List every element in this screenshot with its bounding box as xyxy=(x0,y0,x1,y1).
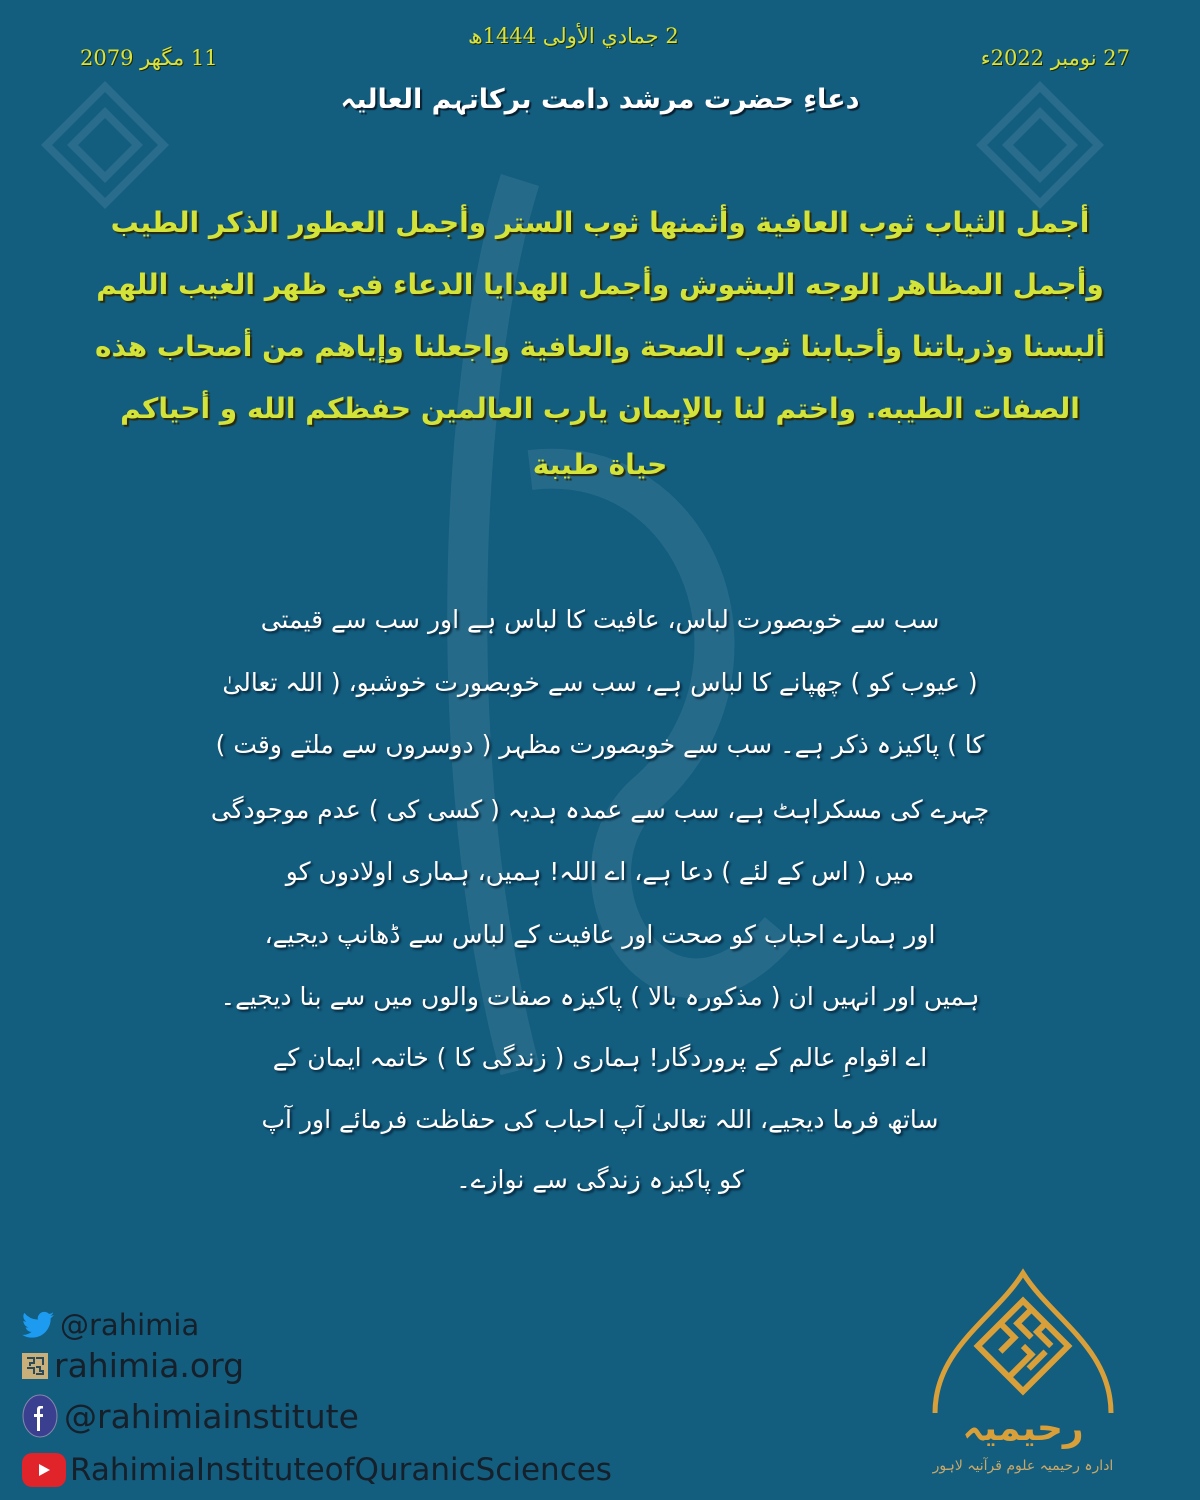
urdu-line: سب سے خوبصورت لباس، عافیت کا لباس ہے اور سب سے قیمتی xyxy=(260,605,940,634)
youtube-icon xyxy=(22,1453,66,1487)
facebook-link[interactable] xyxy=(22,1394,359,1438)
bikrami-date: 11 مگھر 2079 xyxy=(80,46,218,70)
website-url: rahimia.org xyxy=(54,1346,245,1385)
logo-subtitle: ادارہ رحیمیہ علوم قرآنیہ لاہور xyxy=(932,1458,1114,1474)
urdu-line: ساتھ فرما دیجیے، اللہ تعالیٰ آپ احباب کی حفاظت فرمائے اور آپ xyxy=(261,1105,939,1134)
urdu-line: کا ) پاکیزہ ذکر ہے۔ سب سے خوبصورت مظہر ( دوسروں سے ملتے وقت ) xyxy=(215,730,985,759)
youtube-link[interactable] xyxy=(22,1452,612,1488)
urdu-line: ہمیں اور انہیں ان ( مذکورہ بالا ) پاکیزہ صفات والوں میں سے بنا دیجیے۔ xyxy=(220,982,980,1011)
youtube-channel: RahimiaInstituteofQuranicSciences xyxy=(70,1452,612,1488)
institute-logo xyxy=(915,1268,1155,1493)
hijri-date: 2 جمادي الأولى 1444ھ xyxy=(468,24,679,48)
gregorian-date: 27 نومبر 2022ء xyxy=(980,46,1130,70)
website-link[interactable] xyxy=(22,1346,244,1385)
twitter-link[interactable] xyxy=(22,1308,199,1342)
arabic-line: وأجمل المظاهر الوجه البشوش وأجمل الهدايا الدعاء في ظهر الغيب اللهم xyxy=(96,268,1104,301)
urdu-line: میں ( اس کے لئے ) دعا ہے، اے اللہ! ہمیں، ہماری اولادوں کو xyxy=(285,857,915,886)
facebook-icon xyxy=(22,1394,58,1438)
logo-name: رحیمیہ xyxy=(962,1408,1084,1449)
page-title: دعاءِ حضرت مرشد دامت برکاتہم العالیہ xyxy=(340,84,860,115)
urdu-line: اور ہمارے احباب کو صحت اور عافیت کے لباس سے ڈھانپ دیجیے، xyxy=(264,920,936,949)
urdu-line: چہرے کی مسکراہٹ ہے، سب سے عمدہ ہدیہ ( کسی کی ) عدم موجودگی xyxy=(210,795,990,824)
rahimia-logo-icon xyxy=(22,1353,48,1379)
twitter-icon xyxy=(22,1311,54,1339)
arabic-line: حياة طيبة xyxy=(532,448,668,481)
urdu-line: ( عیوب کو ) چھپانے کا لباس ہے، سب سے خوبصورت خوشبو، ( اللہ تعالیٰ xyxy=(222,668,978,697)
urdu-line: اے اقوامِ عالم کے پروردگار! ہماری ( زندگی کا ) خاتمہ ایمان کے xyxy=(272,1043,928,1072)
twitter-handle: @rahimia xyxy=(60,1308,200,1342)
arabic-line: أجمل الثياب ثوب العافية وأثمنها ثوب الستر وأجمل العطور الذكر الطيب xyxy=(110,206,1090,239)
dome-knot-logo-icon xyxy=(915,1268,1155,1418)
urdu-line: کو پاکیزہ زندگی سے نوازے۔ xyxy=(456,1165,744,1194)
arabic-line: الصفات الطيبه. واختم لنا بالإيمان يارب العالمين حفظكم الله و أحياكم xyxy=(120,392,1080,425)
arabic-line: ألبسنا وذرياتنا وأحبابنا ثوب الصحة والعافية واجعلنا وإياهم من أصحاب هذه xyxy=(95,330,1105,363)
facebook-handle: @rahimiainstitute xyxy=(64,1396,359,1436)
